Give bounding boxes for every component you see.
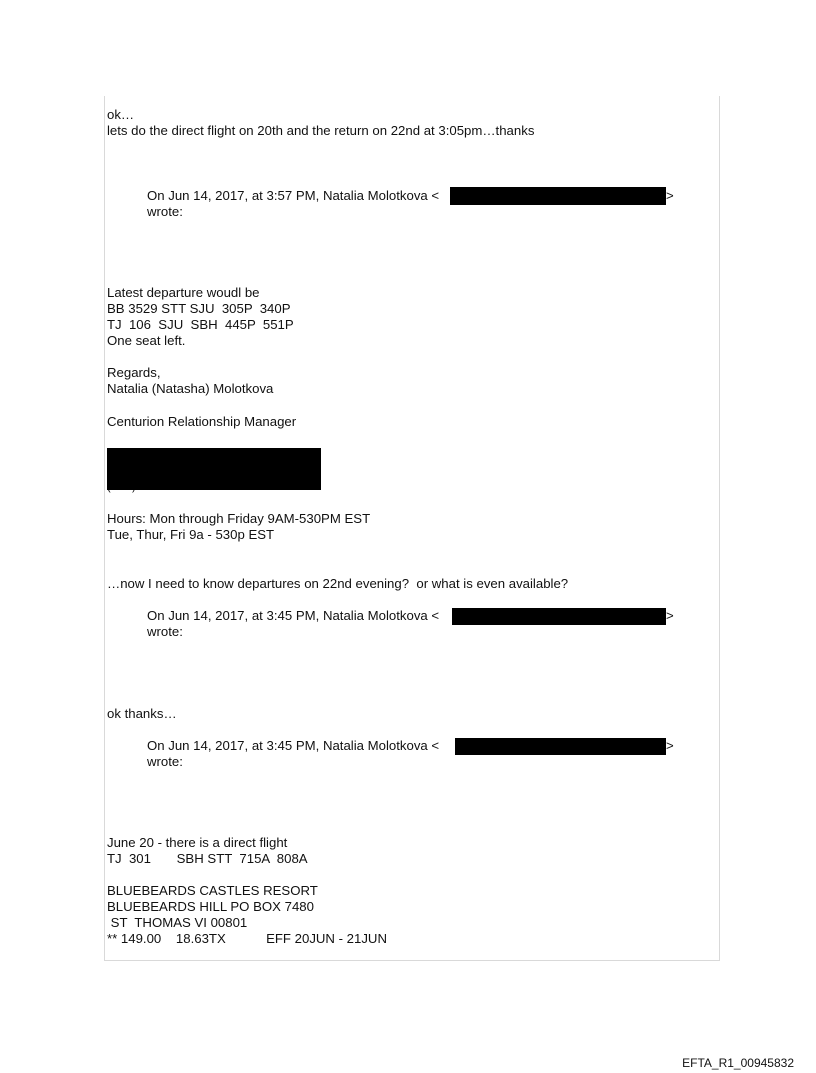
quote-wrote: wrote: — [147, 204, 183, 219]
hotel-address: BLUEBEARDS HILL PO BOX 7480 — [107, 899, 314, 914]
signature-title: Centurion Relationship Manager — [107, 414, 297, 429]
quote-header: On Jun 14, 2017, at 3:57 PM, Natalia Molotkova < — [147, 188, 440, 203]
redacted-email — [450, 187, 666, 205]
signature-regards: Regards, — [107, 365, 161, 380]
message-line: One seat left. — [107, 333, 186, 348]
message-line: June 20 - there is a direct flight — [107, 835, 288, 850]
reply-line-ok: ok… — [107, 107, 135, 122]
document-id: EFTA_R1_00945832 — [682, 1056, 794, 1070]
signature-hours: Tue, Thur, Fri 9a - 530p EST — [107, 527, 275, 542]
quote-header-close: > — [666, 738, 674, 753]
quote-header: On Jun 14, 2017, at 3:45 PM, Natalia Molotkova < — [147, 608, 440, 623]
redacted-email — [455, 738, 666, 755]
quote-wrote: wrote: — [147, 624, 183, 639]
reply-line-ok-thanks: ok thanks… — [107, 706, 177, 721]
redacted-contact-block — [107, 448, 321, 490]
reply-line-departures: …now I need to know departures on 22nd evening? or what is even available? — [107, 576, 569, 591]
quote-header: On Jun 14, 2017, at 3:45 PM, Natalia Molotkova < — [147, 738, 440, 753]
flight-line: TJ 301 SBH STT 715A 808A — [107, 851, 308, 866]
quote-wrote: wrote: — [147, 754, 183, 769]
hotel-rate: ** 149.00 18.63TX EFF 20JUN - 21JUN — [107, 931, 387, 946]
redacted-email — [452, 608, 666, 625]
signature-hours: Hours: Mon through Friday 9AM-530PM EST — [107, 511, 371, 526]
quote-header-close: > — [666, 608, 674, 623]
flight-line: BB 3529 STT SJU 305P 340P — [107, 301, 291, 316]
signature-name: Natalia (Natasha) Molotkova — [107, 381, 274, 396]
hotel-address: ST THOMAS VI 00801 — [107, 915, 248, 930]
message-line: Latest departure woudl be — [107, 285, 260, 300]
flight-line: TJ 106 SJU SBH 445P 551P — [107, 317, 294, 332]
reply-line-flight-request: lets do the direct flight on 20th and the return on 22nd at 3:05pm…thanks — [107, 123, 535, 138]
quote-header-close: > — [666, 188, 674, 203]
hotel-name: BLUEBEARDS CASTLES RESORT — [107, 883, 318, 898]
